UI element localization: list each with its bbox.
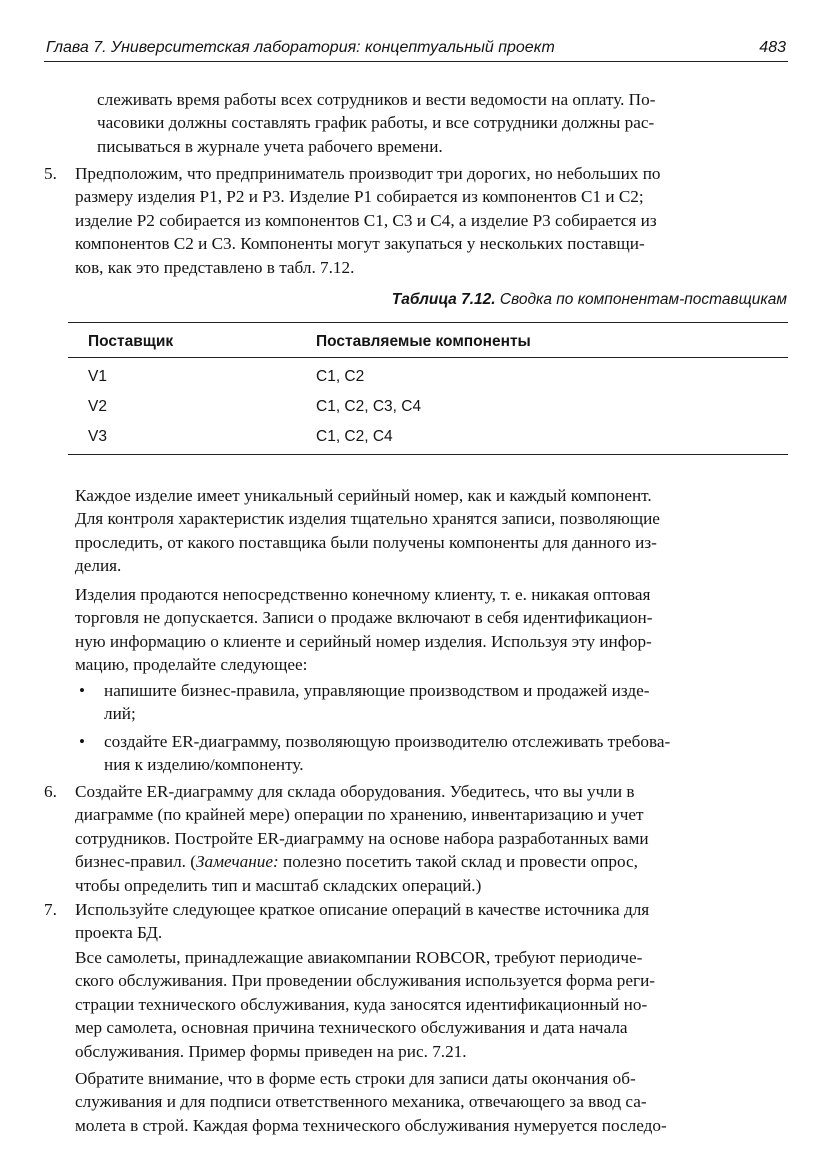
text-line: напишите бизнес-правила, управляющие производством и продажей изде- xyxy=(104,681,650,700)
text-line: компонентов C2 и C3. Компоненты могут закупаться у нескольких поставщи- xyxy=(75,234,645,254)
text-line: размеру изделия P1, P2 и P3. Изделие P1 собирается из компонентов C1 и C2; xyxy=(75,187,644,207)
text-line xyxy=(75,850,787,873)
table-header-rule xyxy=(68,357,788,358)
text-line: писываться в журнале учета рабочего времени. xyxy=(97,136,443,156)
text-line: служивания и для подписи ответственного механика, отвечающего за ввод са- xyxy=(75,1092,647,1112)
bullet-item xyxy=(104,730,787,777)
table-caption-text: Сводка по компонентам-поставщикам xyxy=(499,291,787,308)
text-line: ную информацию о клиенте и серийный номер изделия. Используя эту инфор- xyxy=(75,631,652,651)
text-line: проследить, от какого поставщика были получены компоненты для данного из- xyxy=(75,532,657,552)
text-line: ния к изделию/компоненту. xyxy=(104,755,304,775)
text-line: мацию, проделайте следующее: xyxy=(75,655,308,675)
item-5-paragraph xyxy=(75,162,787,279)
intro-paragraph xyxy=(97,88,787,158)
text-line: Изделия продаются непосредственно конечному клиенту, т. е. никакая оптовая xyxy=(75,585,651,604)
chapter-title: Глава 7. Университетская лаборатория: концептуальный проект xyxy=(46,39,555,56)
text-line: мер самолета, основная причина технического обслуживания и дата начала xyxy=(75,1018,628,1038)
item-number-7: 7. xyxy=(44,900,57,919)
item-number-6: 6. xyxy=(44,782,57,801)
running-header xyxy=(46,38,788,58)
text-line: Используйте следующее краткое описание операций в качестве источника для xyxy=(75,900,650,919)
sales-paragraph xyxy=(75,583,787,677)
table-caption xyxy=(392,290,787,310)
note-label: Замечание: xyxy=(195,852,279,872)
text-line: чтобы определить тип и масштаб складских операций.) xyxy=(75,875,482,895)
text-line: Создайте ER-диаграмму для склада оборудования. Убедитесь, что вы учли в xyxy=(75,782,635,801)
text-line: создайте ER-диаграмму, позволяющую производителю отслеживать требова- xyxy=(104,732,671,751)
item-number-5: 5. xyxy=(44,164,57,183)
text-line: часовики должны составлять график работы, и все сотрудники должны рас- xyxy=(97,113,655,133)
text-line: страции технического обслуживания, куда заносятся идентификационный но- xyxy=(75,994,648,1014)
text-line: изделие P2 собирается из компонентов C1, C3 и C4, а изделие P3 собирается из xyxy=(75,210,657,230)
table-cell-supplier: V3 xyxy=(88,428,107,445)
text-line: Обратите внимание, что в форме есть строки для записи даты окончания об- xyxy=(75,1069,636,1088)
bullet-symbol: • xyxy=(79,681,85,700)
text-line: Для контроля характеристик изделия тщательно хранятся записи, позволяющие xyxy=(75,509,660,529)
text-line: ского обслуживания. При проведении обслуживания используется форма реги- xyxy=(75,971,655,991)
table-cell-components: C1, C2 xyxy=(316,368,365,385)
text-line: обслуживания. Пример формы приведен на рис. 7.21. xyxy=(75,1041,467,1061)
table-cell-supplier: V2 xyxy=(88,398,107,415)
header-rule xyxy=(44,61,788,62)
text-fragment: полезно посетить такой склад и провести опрос, xyxy=(278,852,638,872)
text-line: диаграмме (по крайней мере) операции по хранению, инвентаризацию и учет xyxy=(75,805,644,825)
bullet-item xyxy=(104,679,787,726)
table-bottom-rule xyxy=(68,454,788,455)
text-line: проекта БД. xyxy=(75,923,163,943)
text-line: делия. xyxy=(75,556,122,576)
table-caption-label: Таблица 7.12. xyxy=(391,291,496,308)
table-cell-components: C1, C2, C3, C4 xyxy=(316,398,422,415)
serial-paragraph xyxy=(75,484,787,578)
text-line: ков, как это представлено в табл. 7.12. xyxy=(75,257,355,277)
item-6-paragraph xyxy=(75,780,787,897)
robcor-paragraph xyxy=(75,946,787,1063)
text-line: слеживать время работы всех сотрудников и вести ведомости на оплату. По- xyxy=(97,90,656,109)
text-line: Предположим, что предприниматель производит три дорогих, но небольших по xyxy=(75,164,661,183)
item-7-paragraph xyxy=(75,898,787,945)
text-line: Каждое изделие имеет уникальный серийный номер, как и каждый компонент. xyxy=(75,486,652,505)
text-line: торговля не допускается. Записи о продаже включают в себя идентификацион- xyxy=(75,608,653,628)
table-cell-supplier: V1 xyxy=(88,368,107,385)
text-line: сотрудников. Постройте ER-диаграмму на основе набора разработанных вами xyxy=(75,828,649,848)
text-line: молета в строй. Каждая форма технического обслуживания нумеруется последо- xyxy=(75,1115,667,1135)
column-header-supplier: Поставщик xyxy=(88,333,174,350)
table-cell-components: C1, C2, C4 xyxy=(316,428,393,445)
text-fragment: бизнес-правил. ( xyxy=(75,852,196,872)
column-header-components: Поставляемые компоненты xyxy=(316,333,531,350)
table-top-rule xyxy=(68,322,788,323)
text-line: Все самолеты, принадлежащие авиакомпании ROBCOR, требуют периодиче- xyxy=(75,948,643,967)
form-paragraph xyxy=(75,1067,787,1137)
bullet-symbol: • xyxy=(79,732,85,751)
page-number: 483 xyxy=(759,39,786,56)
text-line: лий; xyxy=(104,704,136,724)
